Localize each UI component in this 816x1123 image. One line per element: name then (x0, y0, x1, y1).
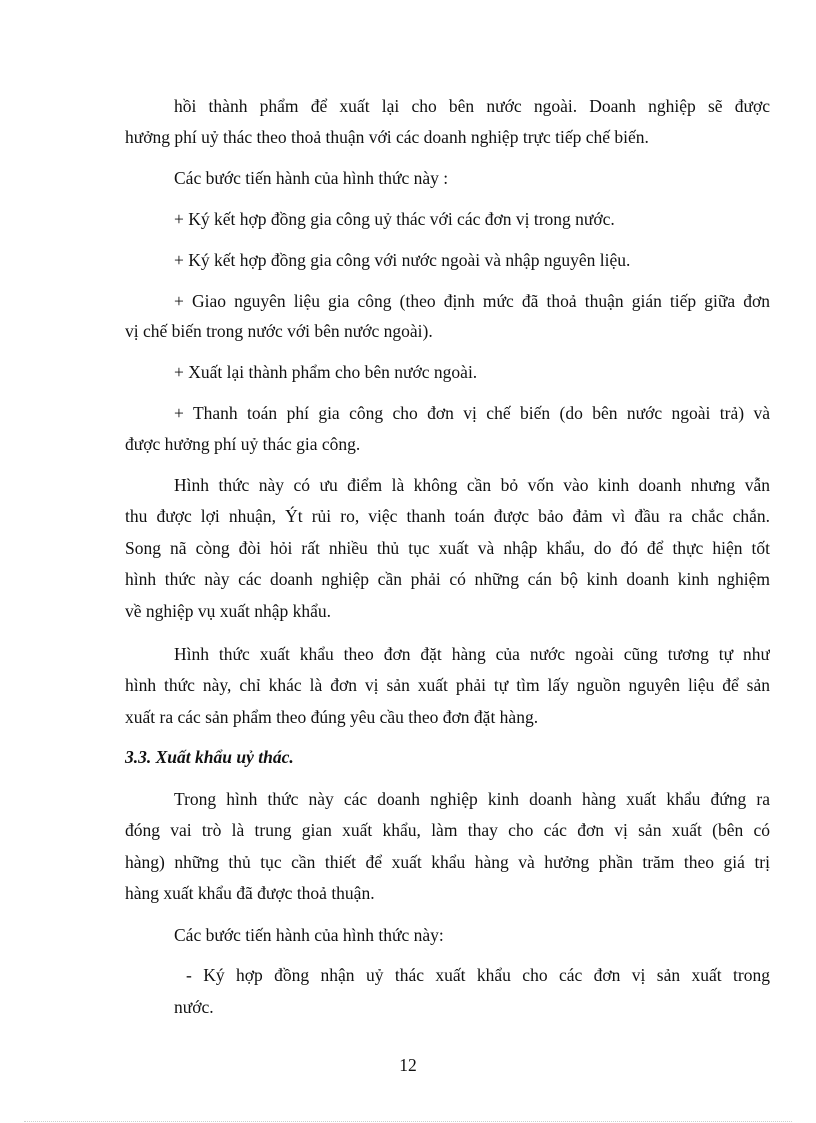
list-item (0, 208, 816, 230)
list-item (0, 964, 816, 986)
line-text: + Ký kết hợp đồng gia công uỷ thác với các đơn vị trong nước. (174, 209, 615, 229)
line-text: - Ký hợp đồng nhận uỷ thác xuất khẩu cho các đơn vị sản xuất trong (186, 965, 770, 985)
line-text: hình thức này các doanh nghiệp cần phải có những cán bộ kinh doanh kinh nghiệm (125, 569, 770, 589)
line-text: được hưởng phí uỷ thác gia công. (125, 434, 361, 454)
line-text: Các bước tiến hành của hình thức này : (174, 168, 449, 188)
text-line (0, 706, 816, 728)
line-text: Hình thức này có ưu điểm là không cần bỏ vốn vào kinh doanh nhưng vẫn (174, 475, 770, 495)
line-text: hồi thành phẩm để xuất lại cho bên nước ngoài. Doanh nghiệp sẽ được (174, 96, 770, 116)
text-line (0, 643, 816, 665)
text-line (0, 851, 816, 873)
list-item-continuation (0, 320, 816, 342)
line-text: Trong hình thức này các doanh nghiệp kinh doanh hàng xuất khẩu đứng ra (174, 789, 770, 809)
text-line (0, 474, 816, 496)
line-text: hưởng phí uỷ thác theo thoả thuận với các doanh nghiệp trực tiếp chế biến. (125, 127, 649, 147)
line-text: thu được lợi nhuận, Ýt rủi ro, việc thanh toán được bảo đảm vì đầu ra chắc chắn. (125, 506, 770, 526)
page-number: 12 (399, 1055, 417, 1075)
text-line (0, 568, 816, 590)
text-line (0, 674, 816, 696)
text-line (0, 882, 816, 904)
line-text: hàng xuất khẩu đã được thoả thuận. (125, 883, 375, 903)
list-item (0, 361, 816, 383)
text-line (0, 788, 816, 810)
line-text: + Xuất lại thành phẩm cho bên nước ngoài. (174, 362, 478, 382)
text-line (0, 167, 816, 189)
list-item (0, 402, 816, 424)
text-line (0, 924, 816, 946)
line-text: xuất ra các sản phẩm theo đúng yêu cầu theo đơn đặt hàng. (125, 707, 539, 727)
line-text: + Thanh toán phí gia công cho đơn vị chế biến (do bên nước ngoài trả) và (174, 403, 770, 423)
line-text: Các bước tiến hành của hình thức này: (174, 925, 444, 945)
text-line (0, 537, 816, 559)
line-text: hàng) những thủ tục cần thiết để xuất khẩu hàng và hưởng phần trăm theo giá trị (125, 852, 770, 872)
section-heading-text: 3.3. Xuất khẩu uỷ thác. (125, 747, 294, 767)
line-text: đóng vai trò là trung gian xuất khẩu, làm thay cho các đơn vị sản xuất (bên có (125, 820, 770, 840)
text-line (0, 819, 816, 841)
page-bottom-divider (24, 1121, 792, 1122)
section-heading (0, 746, 816, 768)
list-item (0, 249, 816, 271)
list-item-continuation (0, 996, 816, 1018)
line-text: về nghiệp vụ xuất nhập khẩu. (125, 601, 332, 621)
list-item (0, 290, 816, 312)
text-line (0, 505, 816, 527)
line-text: nước. (174, 997, 214, 1017)
line-text: Hình thức xuất khẩu theo đơn đặt hàng của nước ngoài cũng tương tự như (174, 644, 770, 664)
line-text: Song nã còng đòi hỏi rất nhiều thủ tục xuất và nhập khẩu, do đó để thực hiện tốt (125, 538, 770, 558)
list-item-continuation (0, 433, 816, 455)
line-text: hình thức này, chỉ khác là đơn vị sản xuất phải tự tìm lấy nguồn nguyên liệu để sản (125, 675, 770, 695)
line-text: vị chế biến trong nước với bên nước ngoài). (125, 321, 433, 341)
line-text: + Ký kết hợp đồng gia công với nước ngoài và nhập nguyên liệu. (174, 250, 631, 270)
line-text: + Giao nguyên liệu gia công (theo định mức đã thoả thuận gián tiếp giữa đơn (174, 291, 770, 311)
text-line (0, 126, 816, 148)
text-line (0, 95, 816, 117)
text-line (0, 600, 816, 622)
